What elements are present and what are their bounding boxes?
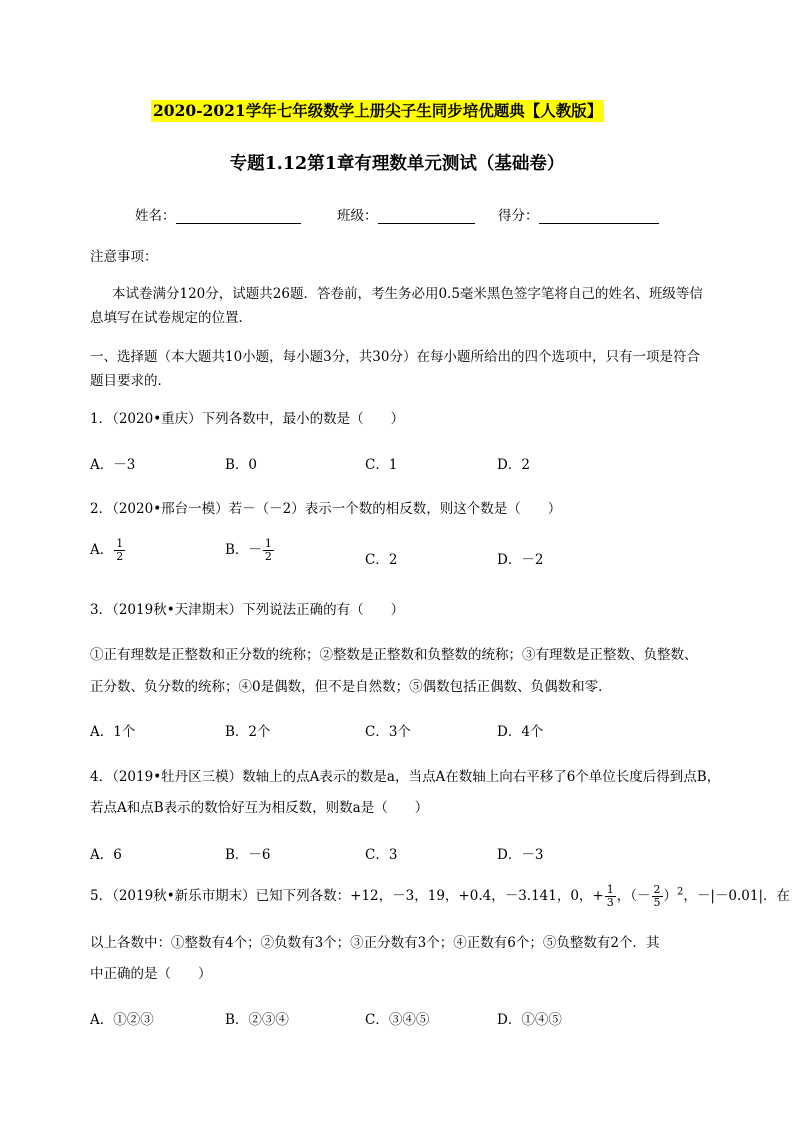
q5-stem-line-2: 以上各数中：①整数有4个；②负数有3个；③正分数有3个；④正数有6个；⑤负整数有2个．其 xyxy=(90,935,660,951)
notice-line-1: 本试卷满分120分，试题共26题．答卷前，考生务必用0.5毫米黑色签字笔将自己的姓名、班级等信 xyxy=(112,286,703,302)
class-field xyxy=(337,204,475,224)
q2-stem: 2．（2020•邢台一模）若－（－2）表示一个数的相反数，则这个数是（ ） xyxy=(90,501,562,517)
fraction-denominator: 5 xyxy=(653,896,661,909)
q3-option-b: B．2个 xyxy=(225,724,271,740)
class-label: 班级： xyxy=(337,208,378,224)
q5-fraction-1 xyxy=(605,884,616,909)
q3-statements-line-1: ①正有理数是正整数和正分数的统称；②整数是正整数和负整数的统称；③有理数是正整数、负整数、 xyxy=(90,647,698,663)
q5-stem-line-3: 中正确的是（ ） xyxy=(90,966,212,982)
q2-option-b xyxy=(225,538,275,563)
q4-option-c: C．3 xyxy=(365,847,398,863)
q5-stem-part-3: ） xyxy=(663,888,677,904)
q3-option-a: A．1个 xyxy=(90,724,136,740)
score-field xyxy=(498,204,659,224)
q3-statements-line-2: 正分数、负分数的统称；④0是偶数，但不是自然数；⑤偶数包括正偶数、负偶数和零． xyxy=(90,679,612,695)
q3-stem: 3．（2019秋•天津期末）下列说法正确的有（ ） xyxy=(90,602,405,618)
q5-stem-part-1: 5．（2019秋•新乐市期末）已知下列各数：+12，－3，19，+0.4，－3.141，0，+ xyxy=(90,888,604,904)
q2-option-c: C．2 xyxy=(365,552,398,568)
q2-option-b-fraction xyxy=(263,538,274,563)
name-field xyxy=(135,204,301,224)
q2-option-a xyxy=(90,538,126,563)
q5-exponent: 2 xyxy=(677,886,684,898)
fraction-numerator: 2 xyxy=(653,883,661,896)
q1-stem: 1．（2020•重庆）下列各数中，最小的数是（ ） xyxy=(90,411,405,427)
q4-stem-line-2: 若点A和点B表示的数恰好互为相反数，则数a是（ ） xyxy=(90,800,429,816)
section-heading-line-2: 题目要求的． xyxy=(90,373,171,389)
score-blank xyxy=(539,210,659,224)
fraction-numerator: 1 xyxy=(264,537,272,550)
q5-option-d: D．①④⑤ xyxy=(497,1012,562,1028)
q3-option-d: D．4个 xyxy=(497,724,544,740)
q1-option-c: C．1 xyxy=(365,457,398,473)
q5-option-c: C．③④⑤ xyxy=(365,1012,430,1028)
q3-option-c: C．3个 xyxy=(365,724,411,740)
fraction-numerator: 1 xyxy=(116,537,124,550)
q5-option-b: B．②③④ xyxy=(225,1012,289,1028)
q5-stem-part-2: ，（－ xyxy=(616,888,651,904)
q1-option-a: A．－3 xyxy=(90,457,136,473)
q4-stem-line-1: 4．（2019•牡丹区三模）数轴上的点A表示的数是a，当点A在数轴上向右平移了6个单位长度后得到点B， xyxy=(90,769,721,785)
doc-banner: 2020-2021学年七年级数学上册尖子生同步培优题典【人教版】 xyxy=(153,101,603,120)
q1-option-b: B．0 xyxy=(225,457,258,473)
q4-option-d: D．－3 xyxy=(497,847,544,863)
q2-option-a-prefix: A． xyxy=(90,542,114,558)
name-label: 姓名： xyxy=(135,208,176,224)
fraction-denominator: 2 xyxy=(264,550,272,563)
class-blank xyxy=(378,210,475,224)
q4-option-b: B．－6 xyxy=(225,847,271,863)
q2-option-a-fraction xyxy=(114,538,125,563)
q5-fraction-2 xyxy=(652,884,663,909)
fraction-denominator: 3 xyxy=(606,896,614,909)
fraction-denominator: 2 xyxy=(116,550,124,563)
q1-option-d: D．2 xyxy=(497,457,530,473)
q2-option-d: D．－2 xyxy=(497,552,544,568)
notice-line-2: 息填写在试卷规定的位置． xyxy=(90,310,252,326)
q5-option-a: A．①②③ xyxy=(90,1012,154,1028)
q4-option-a: A．6 xyxy=(90,847,122,863)
notice-heading: 注意事项： xyxy=(90,249,158,265)
q5-stem-line-1 xyxy=(90,884,790,909)
page-title: 专题1.12第1章有理数单元测试（基础卷） xyxy=(229,154,565,174)
q2-option-b-prefix: B．－ xyxy=(225,542,262,558)
score-label: 得分： xyxy=(498,208,539,224)
q5-stem-part-4: ，－|－0.01|．在 xyxy=(683,888,791,904)
name-blank xyxy=(176,210,301,224)
fraction-numerator: 1 xyxy=(606,883,614,896)
section-heading-line-1: 一、选择题（本大题共10小题，每小题3分，共30分）在每小题所给出的四个选项中，只有一项是符合 xyxy=(90,349,700,365)
